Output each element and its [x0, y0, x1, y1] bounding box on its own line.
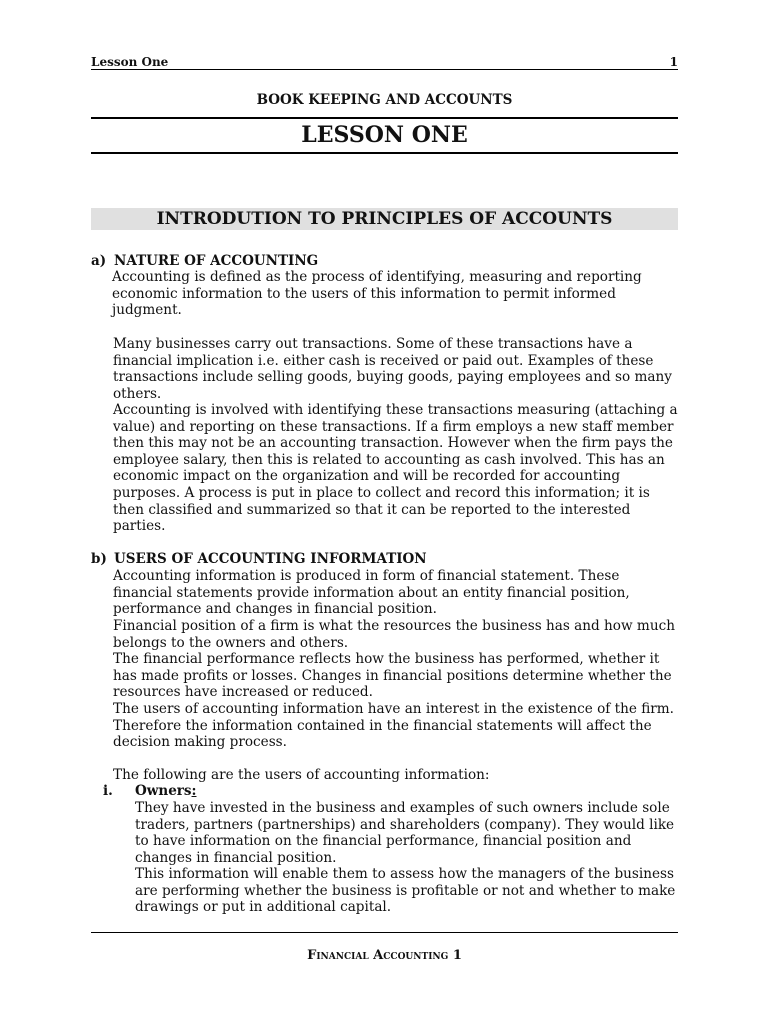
header-page-number: 1: [669, 55, 678, 69]
title-rule-top: [91, 117, 678, 119]
header-lesson-label: Lesson One: [91, 55, 169, 69]
footer-rule: [91, 932, 678, 933]
title-rule-bottom: [91, 152, 678, 154]
running-header: [91, 55, 678, 70]
section-b-paragraph-1: Accounting information is produced in form of financial statement. These financial statements provide information about an entity financial position, performance and changes in financial position.: [113, 568, 630, 618]
section-b-paragraph-4: The users of accounting information have an interest in the existence of the firm. Therefore the information contained in the financial statements will affect the decision making process.: [113, 701, 674, 751]
owners-paragraph-2: This information will enable them to assess how the managers of the business are performing whether the business is profitable or not and whether to make drawings or put in additional capital.: [135, 866, 676, 916]
section-b-letter: b): [91, 551, 107, 567]
section-a-title: NATURE OF ACCOUNTING: [114, 253, 319, 269]
section-b-paragraph-2: Financial position of a firm is what the resources the business has and how much belongs to the owners and others.: [113, 618, 675, 651]
book-title: BOOK KEEPING AND ACCOUNTS: [256, 92, 513, 108]
section-a-paragraph-3: Accounting is involved with identifying these transactions measuring (attaching a value) and reporting on these transactions. If a firm employs a new staff member then this may not be an accounting transaction. However when the firm pays the employee salary, then this is related to accounting as cash involved. This has an economic impact on the organization and will be recorded for accounting purposes. A process is put in place to collect and record this information; it is then classified and summarized so that it can be reported to the interested parties.: [113, 402, 678, 535]
page-footer: Financial Accounting 1: [307, 948, 462, 963]
section-a-paragraph-1: Accounting is defined as the process of identifying, measuring and reporting economic information to the users of this information to permit informed judgment.: [112, 269, 642, 319]
list-item-title: Owners:: [135, 783, 197, 799]
lesson-title: LESSON ONE: [301, 122, 468, 148]
section-a-letter: a): [91, 253, 107, 269]
section-a-paragraph-2: Many businesses carry out transactions. Some of these transactions have a financial implication i.e. either cash is received or paid out. Examples of these transactions include selling goods, buying goods, paying employees and so many others.: [113, 336, 672, 402]
section-banner: INTRODUTION TO PRINCIPLES OF ACCOUNTS: [91, 208, 678, 230]
header-rule: [91, 69, 678, 70]
owners-paragraph-1: They have invested in the business and examples of such owners include sole traders, partners (partnerships) and shareholders (company). They would like to have information on the financial performance, financial position and changes in financial position.: [135, 800, 675, 866]
section-b-title: USERS OF ACCOUNTING INFORMATION: [114, 551, 427, 567]
users-list-intro: The following are the users of accounting information:: [113, 767, 490, 783]
section-b-paragraph-3: The financial performance reflects how the business has performed, whether it has made profits or losses. Changes in financial positions determine whether the resources have increased or reduced.: [113, 651, 672, 701]
list-item-number: i.: [103, 783, 113, 799]
